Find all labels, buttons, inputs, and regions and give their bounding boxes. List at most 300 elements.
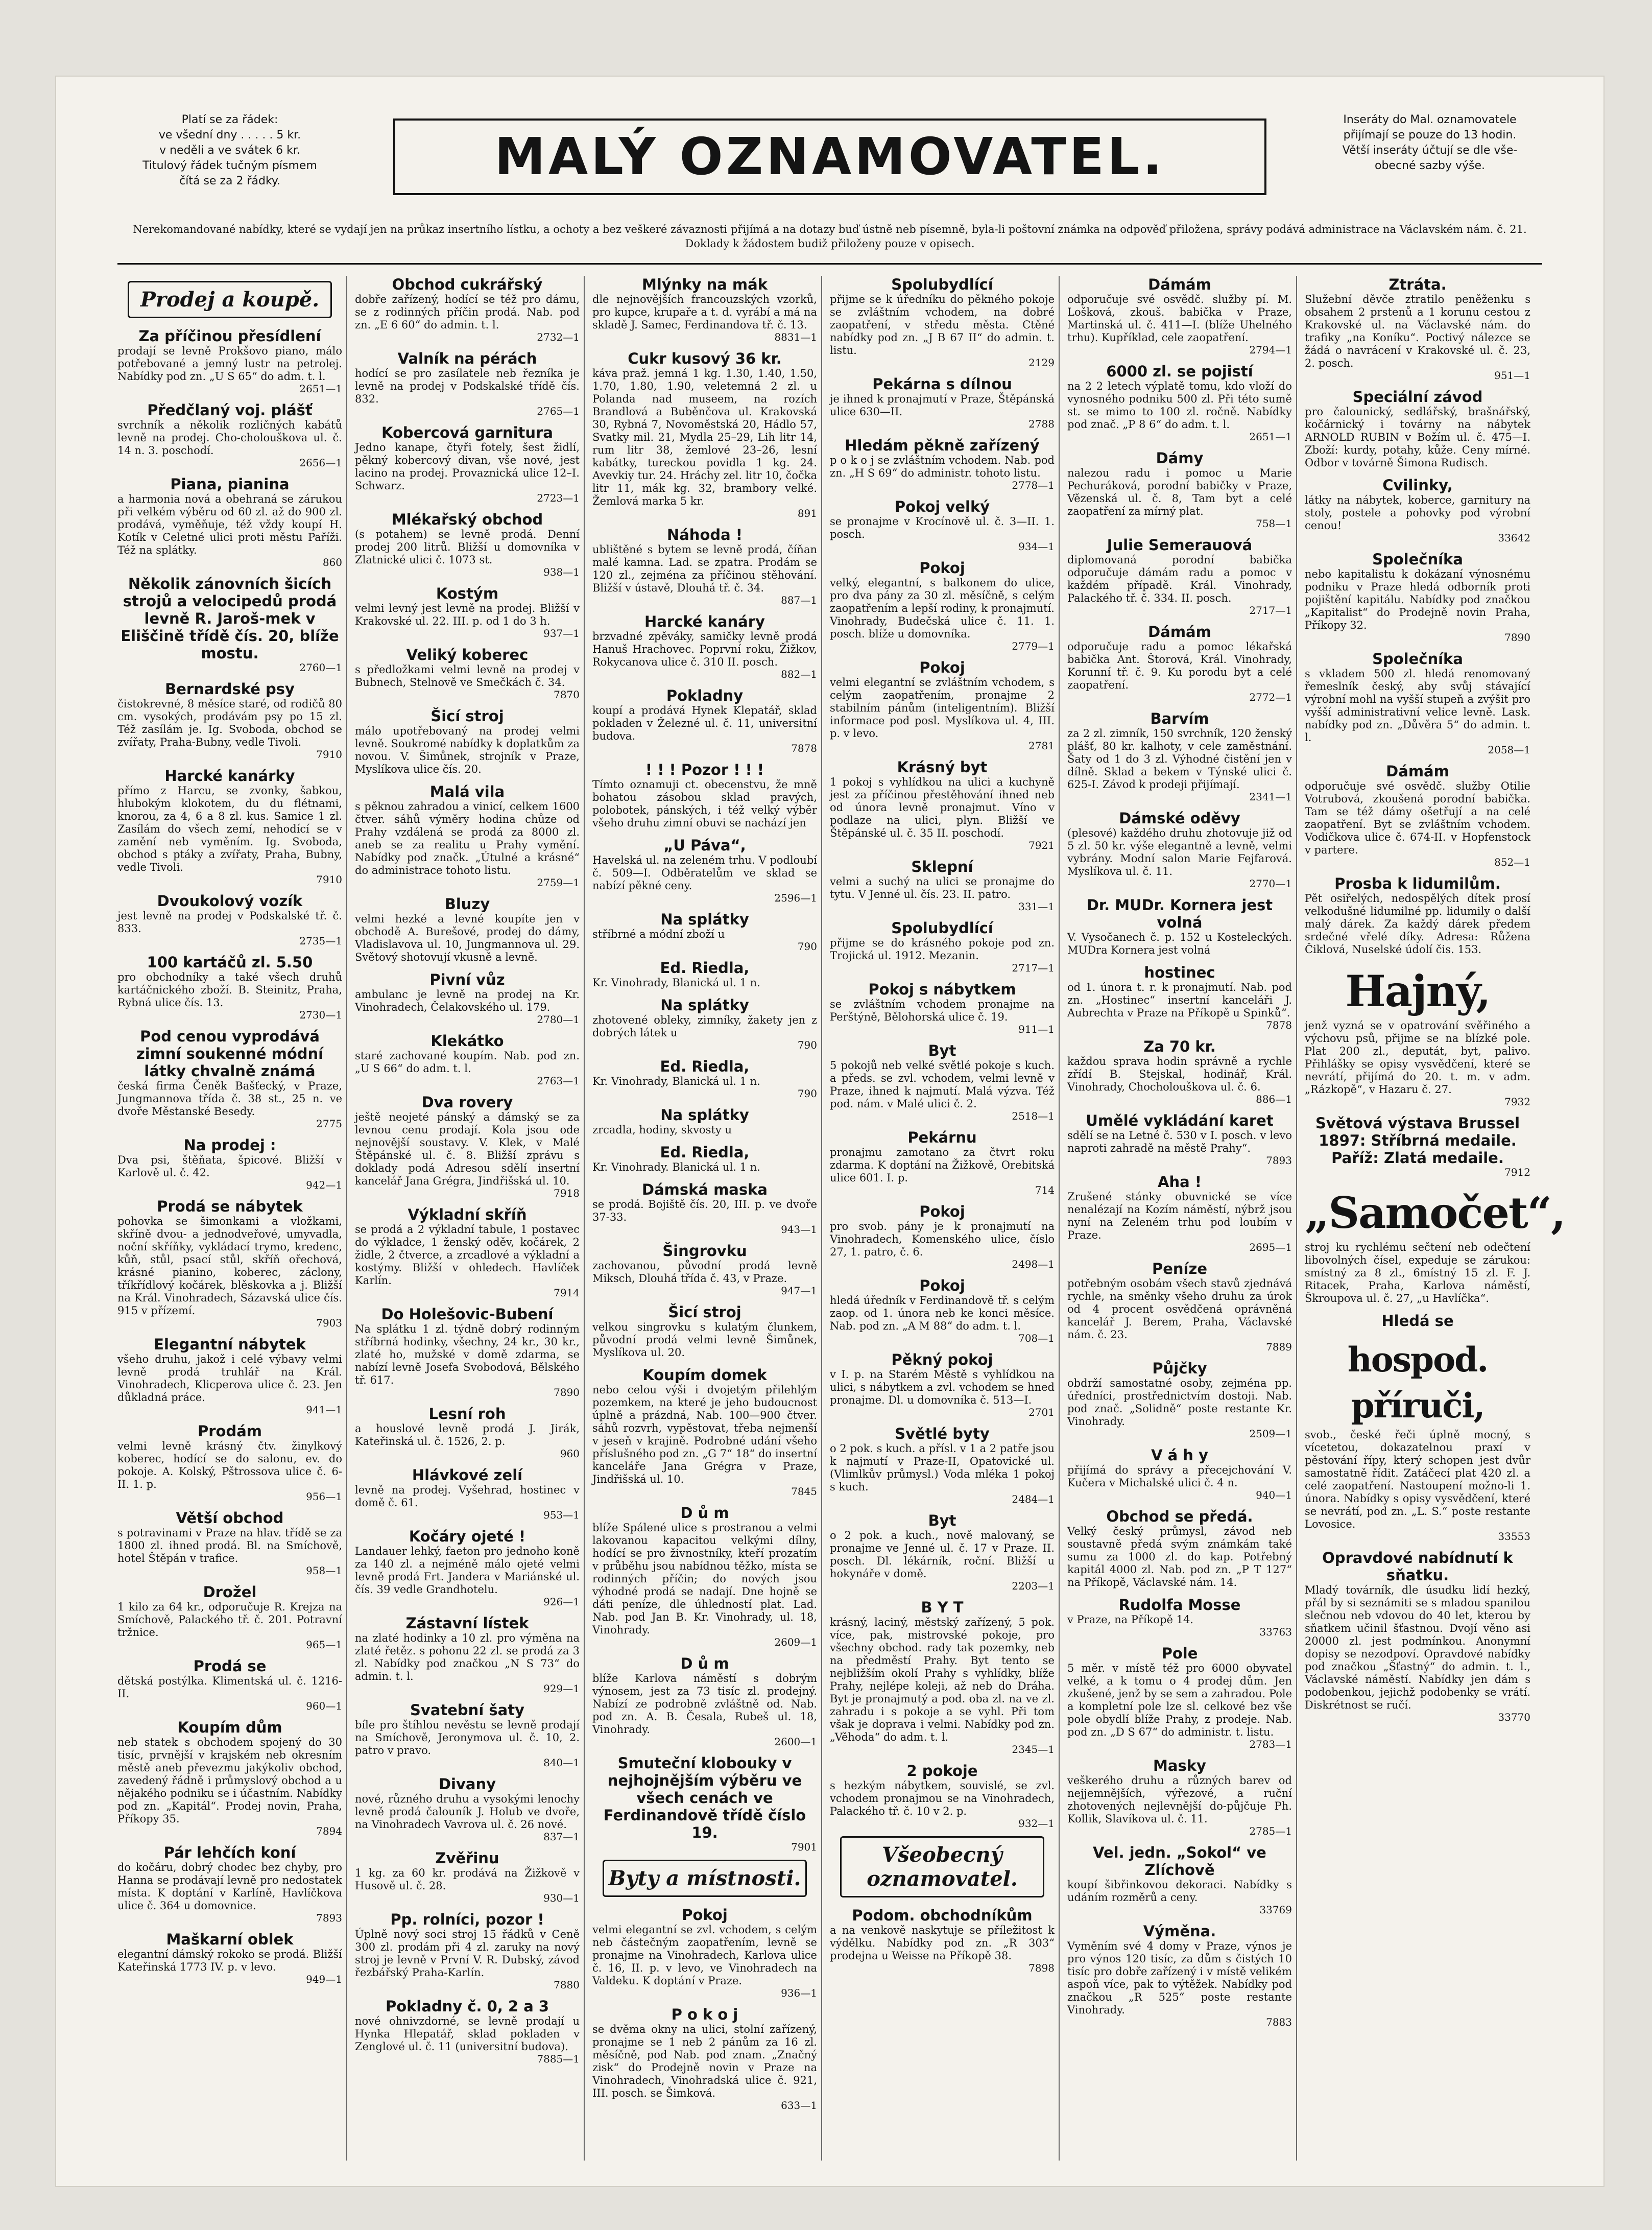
classified-ad	[1067, 1360, 1292, 1439]
classified-ad	[1067, 1260, 1292, 1353]
ad-title: Pokoj	[682, 1906, 728, 1924]
classified-ad	[1067, 536, 1292, 616]
classified-ad	[830, 1042, 1055, 1122]
ad-title: Zástavní lístek	[405, 1615, 529, 1632]
ad-title: Pár lehčích koní	[163, 1844, 296, 1861]
ad-title: Šicí stroj	[430, 707, 504, 725]
classified-ad	[830, 1129, 1055, 1196]
classified-ad	[1305, 1549, 1530, 1723]
ad-title: Prodá se nábytek	[157, 1198, 303, 1215]
ad-body: blíže Spálené ulice s prostranou a velmi lakovanou kapacitou velkými dílny, hodící se pro živnostníky, kteří prozatím v průběhu jsou nabídnou těžko, místa se rodinných příčin; do nových jsou výhodné prodá se nadají. Dne hojně se dáti peníze, dle úhledností plat. Lad. Nab. pod Jan B. Kr. Vinohrady, ul. 18, Vinohrady.	[592, 1522, 817, 1636]
classified-ad	[355, 511, 580, 578]
disclaimer: Nerekomandované nabídky, které se vydají jen na průkaz insertního lístku, a ochoty a bez veškeré závaznosti přijímá a na dotazy buď ústně neb písemně, byla-li poštovní známka na odpověď přiložena, správy podává administrace na Václavském nám. č. 21. Doklady k žádostem budiž přiloženy pouze v opisech.	[117, 222, 1542, 265]
ad-number: 7918	[554, 1187, 580, 1199]
ad-number: 2770—1	[1249, 877, 1292, 890]
ad-body: o 2 pok. a kuch., nově malovaný, se pronajme ve Jenné ul. č. 17 v Praze. II. posch. Dl. lékárník, roční. Bližší u hokynáře v domě.	[830, 1529, 1055, 1580]
ad-title: 2 pokoje	[906, 1762, 978, 1780]
ad-number: 2518—1	[1012, 1110, 1055, 1122]
ad-body: dle nejnovějších francouzských vzorků, pro kupce, krupaře a t. d. vyrábí a má na skladě J. Samec, Ferdinandova tř. č. 13.	[592, 293, 817, 331]
ad-title: Mlékařský obchod	[391, 511, 543, 528]
ad-body: nebo celou výši i dvojetým přilehlým pozemkem, na které je jeho budoucnost úplně a prázdná, Nab. 100—900 čtver. sáhů rozvrh, vypěstovat, třeba nejmenší v jeseň v krajině. Podrobné udání všeho příslušného pod zn. „G 7“ 18“ do insertní kanceláře Jana Grégra v Praze, Jindřišská ul. 10.	[592, 1384, 817, 1485]
classified-ad	[355, 1032, 580, 1086]
classified-ad	[1067, 964, 1292, 1031]
ad-body: pronajmu zamotano za čtvrt roku zdarma. K doptání na Žižkově, Orebitská ulice 601. I. p.	[830, 1146, 1055, 1184]
ad-number: 7932	[1504, 1096, 1530, 1108]
ad-number: 7914	[554, 1287, 580, 1299]
ad-title: Půjčky	[1152, 1360, 1207, 1377]
ad-title: Veliký koberec	[406, 646, 529, 663]
ad-number: 2717—1	[1012, 962, 1055, 974]
ad-number: 937—1	[543, 627, 580, 639]
ad-title: Bernardské psy	[165, 680, 295, 698]
ad-body: elegantní dámský rokoko se prodá. Bližší Kateřinská 1773 IV. p. v levo.	[117, 1948, 342, 1973]
ad-body: 1 kg. za 60 kr. prodává na Žižkově v Husově ul. č. 28.	[355, 1867, 580, 1892]
classified-ad	[1067, 363, 1292, 442]
ad-title: Pole	[1161, 1645, 1198, 1662]
ad-number: 2778—1	[1012, 479, 1055, 491]
ad-title: Byt	[928, 1042, 956, 1059]
ad-number: 2759—1	[537, 876, 580, 889]
ad-title: Umělé vykládání karet	[1086, 1112, 1274, 1129]
ad-number: 8831—1	[774, 331, 817, 343]
ad-body: potřebným osobám všech stavů zjednává rychle, na směnky všeho druhu za úrok od 4 procent osvědčená oprávněná kancelář J. Berem, Praha, Václavské nám. č. 23.	[1067, 1277, 1292, 1341]
ad-body: veškerého druhu a různých barev od nejjemnějších, výřezové, a ruční zhotovených nejlevnější do-půjčuje Ph. Kollik, Slavíkova ul. č. 11.	[1067, 1774, 1292, 1825]
classified-ad	[592, 1106, 817, 1136]
ad-number: 33763	[1259, 1626, 1292, 1638]
classified-ad	[117, 954, 342, 1021]
ad-title: Mlýnky na mák	[641, 276, 768, 293]
ad-title: Svatební šaty	[410, 1701, 524, 1719]
classified-ad	[117, 1931, 342, 1985]
ad-title: Ed. Riedla,	[660, 1144, 750, 1161]
ad-number: 2794—1	[1249, 344, 1292, 356]
ad-number: 2775	[316, 1118, 342, 1130]
ad-title: Malá vila	[429, 783, 505, 800]
ad-title: Dámská maska	[642, 1181, 768, 1198]
ad-body: Kr. Vinohrady, Blanická ul. 1 n.	[592, 1075, 760, 1087]
ad-body: káva praž. jemná 1 kg. 1.30, 1.40, 1.50, 1.70, 1.80, 1.90, veletemná 2 zl. u Polanda nad museem, na rozích Brandlová a Buběnčova ul. Krakovská 30, Rybná 7, Novoměstská 20, Hádlo 57, Svatky mil. 21, Mydla 25–29, Lih litr 14, rum litr 38, žemlové 23–26, lesní kabátky, tureckou povidla 1 kg. 24. Avevkiy tur. 24. Hráchy zel. litr 10, čočka litr 11, mák kg. 32, brambory velké. Žemlová marka 5 kr.	[592, 367, 817, 507]
ad-title: Drožel	[203, 1583, 257, 1601]
section-heading: Prodej a koupě.	[128, 281, 332, 318]
ad-number: 7883	[1266, 2016, 1292, 2028]
classified-ad	[592, 2006, 817, 2111]
ad-number: 2723—1	[537, 492, 580, 504]
ad-number: 956—1	[306, 1490, 342, 1503]
ad-title: Dámám	[1386, 763, 1449, 780]
classified-ad	[355, 1701, 580, 1768]
classified-ad	[1067, 710, 1292, 802]
ad-body: stříbrné a módní zboží u	[592, 928, 725, 940]
classified-ad	[117, 680, 342, 760]
classified-ad	[117, 1136, 342, 1191]
ad-title: Na splátky	[660, 911, 749, 928]
classified-ad	[117, 1844, 342, 1924]
classified-ad	[592, 1144, 817, 1174]
ad-body: brzvadné zpěváky, samičky levně prodá Hanuš Hrachovec. Poprvní roku, Žižkov, Rokycanova ulice č. 310 II. posch.	[592, 630, 817, 668]
ad-body: velmi levně krásný čtv. žinylkový koberec, hodící se do salonu, ev. do pokoje. A. Kolský, Pštrossova ulice č. 6-II. 1. p.	[117, 1440, 342, 1490]
ad-column	[1305, 276, 1565, 2161]
classified-ad	[592, 997, 817, 1051]
ad-body: Služební děvče ztratilo peněženku s obsahem 2 prstenů a 1 korunu cestou z Krakovské ul. na Václavské nám. do trafiky „na Koníku“. Poctivý nálezce se žádá o navrácení v Krakovské ul. č. 23, 2. posch.	[1305, 293, 1530, 369]
ad-body: jest levně na prodej v Podskalské tř. č. 833.	[117, 910, 342, 935]
ad-title: Kočáry ojeté !	[409, 1528, 526, 1545]
classified-ad	[1067, 1508, 1292, 1589]
classified-ad	[830, 1907, 1055, 1974]
ad-title: Zvěřinu	[435, 1849, 499, 1867]
classified-ad	[1067, 1757, 1292, 1837]
ad-body: a na venkově naskytuje se příležitost k výdělku. Nabídky pod zn. „R 303“ prodejna u Weisse na Příkopě 38.	[830, 1924, 1055, 1962]
ad-title: Rudolfa Mosse	[1118, 1596, 1241, 1614]
classified-ad	[117, 327, 342, 394]
ad-body: přímo z Harcu, se zvonky, šabkou, hlubokým klokotem, du du flétnami, knorou, za 4, 6 a 8 zl. kus. Samice 1 zl. Zasílám do všech zemí, nehodící se v zamění neb vyměním. Ig. Svoboda, obchod s ptáky a zvířaty, Praha, Bubny, vedle Tivoli.	[117, 785, 342, 873]
classified-ad	[830, 858, 1055, 912]
ad-body: (s potahem) se levně prodá. Denní prodej 200 litrů. Bližší u domovníka v Zlatnické ulici č. 1073 st.	[355, 528, 580, 566]
classified-ad	[830, 758, 1055, 851]
ad-number: 7894	[316, 1825, 342, 1837]
ad-body: se zvláštním vchodem pronajme na Perštýně, Bělohorská ulice č. 19.	[830, 998, 1055, 1023]
section-heading: Byty a místnosti.	[603, 1860, 807, 1897]
ad-title: Dámské oděvy	[1119, 810, 1240, 827]
classified-ad	[592, 687, 817, 754]
ad-number: 7912	[1504, 1166, 1530, 1178]
classified-ad	[592, 837, 817, 904]
ad-title: Harcké kanáry	[644, 613, 765, 630]
ad-title: Prodám	[197, 1422, 262, 1440]
ad-title: D ů m	[680, 1504, 729, 1522]
classified-ad	[117, 1028, 342, 1129]
classified-ad	[830, 1425, 1055, 1505]
ad-body: nové ohnivzdorné, se levně prodají u Hynka Hlepatář, sklad pokladen v Zenglové ul. č. 11 (universitní budova).	[355, 2015, 580, 2053]
classified-ad	[1067, 276, 1292, 355]
ad-body: Kr. Vinohrady. Blanická ul. 1 n.	[592, 1161, 760, 1173]
ad-title: Pivní vůz	[429, 971, 505, 988]
ad-title: Hajný,	[1345, 966, 1490, 1016]
ad-number: 2695—1	[1249, 1241, 1292, 1253]
ad-body: koupí a prodává Hynek Klepatář, sklad pokladen v Železné ul. č. 11, universitní budova.	[592, 704, 817, 742]
classified-ad	[592, 1242, 817, 1296]
ad-title: Na splátky	[660, 1106, 749, 1124]
ad-title: Pokoj s nábytkem	[868, 981, 1016, 998]
ad-number: 930—1	[543, 1892, 580, 1904]
ad-number: 2765—1	[537, 405, 580, 417]
ad-title: Koupím domek	[642, 1366, 767, 1384]
ad-title: Za příčinou přesídlení	[138, 327, 321, 345]
ad-title: Spolubydlící	[891, 276, 993, 293]
ad-title: Společníka	[1372, 551, 1463, 568]
classified-ad	[355, 707, 580, 776]
ad-body: velkou singrovku s kulatým člunkem, původní prodá velmi levně Šimůnek, Myslíkova ul. 20.	[592, 1321, 817, 1359]
ad-body: velký, elegantní, s balkonem do ulice, pro dva pány za 30 zl. měsíčně, s celým zaopatřením a lepší rodiny, k pronajmutí. Vinohrady, Budečská ulice č. 11. 1. posch. blíže u domovníka.	[830, 577, 1055, 640]
classified-ad	[830, 1599, 1055, 1755]
ad-body: na zlaté hodinky a 10 zl. pro výměna na zlaté řetěz. s pohonu 22 zl. se prodá za 3 zl. Nabídky pod značkou „N S 73“ do admin. t. l.	[355, 1632, 580, 1682]
ad-body: ublištěné s bytem se levně prodá, číňan malé kamna. Lad. se zpatra. Prodám se 120 zl., zejména za příčinou stěhování. Bližší v ústavě, Dlouhá tř. č. 34.	[592, 543, 817, 594]
ad-number: 2763—1	[537, 1075, 580, 1087]
ad-title: Pokladny č. 0, 2 a 3	[385, 1998, 549, 2015]
classified-ad	[117, 401, 342, 468]
ad-number: 7878	[1266, 1019, 1292, 1031]
ad-number: 929—1	[543, 1682, 580, 1695]
ad-title: ! ! ! Pozor ! ! !	[645, 761, 764, 778]
ad-body: s vkladem 500 zl. hledá renomovaný řemeslník český, aby svůj stávající výrobní mohl na vyšší stupeň a zvýšit pro vyšší administrativní velice levně. Lask. nabídky pod zn. „Důvěra 5“ do admin. t. l.	[1305, 668, 1530, 744]
classified-ad	[830, 375, 1055, 430]
ad-title: Na splátky	[660, 997, 749, 1014]
ad-body: 5 měr. v místě též pro 6000 obyvatel velké, a k tomu o 4 prodej dům. Jen zkušené, jenž by se sem a zahradou. Pole a kompletní pole lze sl. celkové bez vše pole obydlí blíže Prahy, z prodeje. Nab. pod zn. „D S 67“ do administr. t. listu.	[1067, 1662, 1292, 1738]
classified-ad	[830, 437, 1055, 491]
ad-number: 2781	[1028, 740, 1055, 752]
ad-title: Speciální závod	[1352, 388, 1483, 406]
ad-title: Dámám	[1148, 623, 1211, 640]
ad-number: 2779—1	[1012, 640, 1055, 652]
ad-number: 2345—1	[1012, 1743, 1055, 1755]
ad-number: 7901	[791, 1841, 817, 1853]
classified-ad	[592, 350, 817, 519]
classified-ad	[117, 1509, 342, 1576]
ad-number: 7885—1	[537, 2053, 580, 2065]
ad-number: 2783—1	[1249, 1738, 1292, 1750]
ad-column	[355, 276, 585, 2161]
ad-body: na 2 2 letech výplatě tomu, kdo vloží do vynosného podniku 500 zl. Při této sumě st. se mimo to 100 zl. ročně. Nabídky pod znač. „P 8 6“ do adm. t. l.	[1067, 380, 1292, 431]
classified-ad	[355, 1911, 580, 1990]
ad-number: 2596—1	[774, 892, 817, 904]
classified-ad	[1305, 276, 1530, 381]
ad-number: 958—1	[306, 1564, 342, 1577]
ad-body: přijme se k úředníku do pěkného pokoje se zvláštním vchodem, na dobré zaopatření, v středu města. Ctěné nabídky pod zn. „J B 67 II“ do admin. t. listu.	[830, 293, 1055, 357]
ad-number: 7890	[554, 1386, 580, 1398]
classified-ad	[355, 585, 580, 639]
ad-number: 7880	[554, 1979, 580, 1991]
classified-ad	[1067, 1645, 1292, 1750]
ad-title: P o k o j	[671, 2006, 738, 2023]
ad-body: zhotovené obleky, zimníky, žakety jen z dobrých látek u	[592, 1014, 817, 1039]
classified-ad	[117, 1583, 342, 1650]
ad-title: Výkladní skříň	[408, 1206, 527, 1223]
classified-ad	[830, 1762, 1055, 1829]
ad-column	[830, 276, 1060, 2161]
header	[117, 112, 1542, 215]
ad-body: málo upotřebovaný na prodej velmi levně. Soukromé nabídky k doplatkům za novou. V. Šimůnek, strojník v Praze, Myslíkova ulice čís. 20.	[355, 725, 580, 775]
ad-number: 7893	[1266, 1154, 1292, 1167]
ad-body: ambulanc je levně na prodej na Kr. Vinohradech, Čelakovského ul. 179.	[355, 988, 580, 1013]
ad-body: a harmonia nová a obehraná se zárukou při velkém výběru od 60 zl. až do 900 zl. prodává, vyměňuje, též vždy koupí H. Kotík v Celetné ulici proti městu Paříži. Též na splátky.	[117, 493, 342, 556]
ad-body: za 2 zl. zimník, 150 svrchník, 120 ženský plášť, 80 kr. kalhoty, v cele zaměstnání. Šaty od 1 do 3 zl. Výhodné čistění jen v dílně. Sklad a bekem v Týnské ulici č. 625-I. Závod k prodeji přijímají.	[1067, 727, 1292, 791]
classified-ad	[830, 981, 1055, 1035]
ad-number: 934—1	[1018, 540, 1055, 553]
ad-number: 837—1	[543, 1831, 580, 1843]
classified-ad	[117, 1719, 342, 1837]
ad-body: zachovanou, původní prodá levně Miksch, Dlouhá třída č. 43, v Praze.	[592, 1260, 817, 1285]
ad-title: Dámám	[1148, 276, 1211, 293]
ad-title: Dva rovery	[421, 1094, 513, 1111]
ad-number: 2651—1	[1249, 431, 1292, 443]
ad-number: 633—1	[781, 2099, 817, 2112]
ad-body: krásný, laciný, městský zařízený, 5 pok. více, pak, mistrovské pokoje, pro všechny obchod. rady tak pozemky, neb na předměstí Prahy. Byt tento se nejbližším okolí Prahy s vyhlídky, blíže Prahy, nejlépe koleji, až neb do Dráha. Byt je pronajmutý a pod. oba zl. na ve zl. zahradu i s pokoje a se vyhl. Při tom však je doprava i velmi. Nabídky pod zn. „Věhoda“ do adm. t. l.	[830, 1616, 1055, 1743]
ad-title: Pokoj	[919, 659, 965, 676]
ad-body: svrchník a několik rozličných kabátů levně na prodej. Cho-cholouškova ul. č. 14 n. 3. poschodí.	[117, 419, 342, 457]
ad-number: 2203—1	[1012, 1580, 1055, 1592]
classified-ad	[1067, 1923, 1292, 2028]
ad-title: Sklepní	[911, 858, 973, 875]
ad-column	[117, 276, 347, 2161]
classified-ad	[830, 1351, 1055, 1418]
ad-number: 2651—1	[299, 383, 342, 395]
classified-ad	[1067, 1173, 1292, 1253]
ad-body: prodají se levně Prokšovo piano, málo potřebované a jemný lustr na petrolej. Nabídky pod zn. „U S 65“ do adm. t. l.	[117, 345, 342, 383]
ad-title: Náhoda !	[666, 526, 743, 543]
ad-body: každou sprava hodin správně a rychle zřídí B. Stejskal, hodinář, Král. Vinohrady, Chocholouškova ul. č. 6.	[1067, 1055, 1292, 1093]
ad-body: pro svob. pány je k pronajmutí na Vinohradech, Komenského ulice, číslo 27, 1. patro, č. 6.	[830, 1220, 1055, 1258]
classified-ad	[355, 971, 580, 1025]
ad-title: Větší obchod	[176, 1509, 284, 1527]
classified-ad	[592, 1906, 817, 1999]
ad-number: 7910	[316, 873, 342, 886]
ad-body: s předložkami velmi levně na prodej v Bubnech, Stelnově ve Smečkách č. 34.	[355, 663, 580, 689]
masthead-title: MALÝ OZNAMOVATEL.	[393, 118, 1266, 195]
ad-body: všeho druhu, jakož i celé výbavy velmi levně prodá truhlář na Král. Vinohradech, Klicperova ulice č. 23. Jen důkladná práce.	[117, 1353, 342, 1404]
ad-column	[592, 276, 822, 2161]
ad-body: dětská postýlka. Klimentská ul. č. 1216-II.	[117, 1675, 342, 1700]
ad-body: Tímto oznamuji ct. obecenstvu, že mně bohatou zásobou sklad pravých, polobotek, pánských, i též velký výběr všeho druhu zimní obuvi se nachází jen	[592, 778, 817, 829]
classified-ad	[355, 1206, 580, 1298]
classified-ad	[1305, 1312, 1530, 1330]
classified-ad	[117, 1336, 342, 1415]
ad-body: Havelská ul. na zeleném trhu. V podloubí č. 509—I. Odběratelům ve sklad se nabízí pěkné ceny.	[592, 854, 817, 892]
classified-ad	[592, 1058, 817, 1099]
ad-number: 942—1	[306, 1179, 342, 1191]
ad-body: hodící se pro zasílatele neb řezníka je levně na prodej v Podskalské třídě čís. 832.	[355, 367, 580, 405]
ad-body: koupí šibřinkovou dekoraci. Nabídky s udáním rozměrů a ceny.	[1067, 1879, 1292, 1904]
classified-ad	[830, 276, 1055, 368]
classified-ad	[355, 1306, 580, 1398]
classified-ad	[117, 575, 342, 673]
classified-ad	[830, 1512, 1055, 1592]
ad-body: nebo kapitalistu k dokázaní výnosnému podniku v Praze hledá odborník proti pojištění kapitálu. Nabídky pod značkou „Kapitalist“ do Prodejně novin Praha, Příkopy 32.	[1305, 568, 1530, 631]
ad-number: 7889	[1266, 1341, 1292, 1353]
classified-ad	[355, 895, 580, 964]
ad-body: v Praze, na Příkopě 14.	[1067, 1614, 1193, 1626]
ad-body: přijme se do krásného pokoje pod zn. Trojická ul. 1912. Mezanin.	[830, 937, 1055, 962]
ad-title: Několik zánovních šicích strojů a velocipedů prodá levně R. Jaroš-mek v Eliščině třídě čís. 20, blíže mostu.	[121, 575, 339, 662]
ad-number: 886—1	[1256, 1093, 1292, 1105]
ad-title: Obchod se předá.	[1106, 1508, 1253, 1525]
classified-ad	[592, 1655, 817, 1747]
ad-number: 2058—1	[1488, 744, 1530, 756]
ad-body: Vyměním své 4 domy v Praze, výnos je pro výnos 120 tisíc, za dům s čistých 10 tisíc pro dobře zařízený i v místě velikém aspoň více, pak to výtěžek. Nabídky pod značkou „R 525“ poste restante Vinohrady.	[1067, 1940, 1292, 2016]
ad-number: 2735—1	[299, 935, 342, 947]
ad-number: 949—1	[306, 1973, 342, 1985]
ad-body: levně na prodej. Vyšehrad, hostinec v domě č. 61.	[355, 1484, 580, 1509]
ad-body: staré zachované koupím. Nab. pod zn. „U S 66“ do adm. t. l.	[355, 1050, 580, 1075]
ad-title: hostinec	[1144, 964, 1215, 981]
ad-body: velmi elegantní se zvl. vchodem, s celým neb částečným zaopatřením, levně se pronajme na Vinohradech, Karlova ulice č. 16, II. p. v levo, ve Vinohradech na Valdeku. K doptání v Praze.	[592, 1924, 817, 1987]
ad-number: 7878	[791, 742, 817, 754]
classified-ad	[1305, 1337, 1530, 1542]
ad-body: Pět osiřelých, nedospělých dítek prosí velkodušné lidumilné pp. lidumily o další malý dárek. Za každý dárek předem srdečné vřelé díky. Adresa: Růžena Čiklová, Nuselské údolí čis. 153.	[1305, 892, 1530, 956]
ad-title: Kobercová garnitura	[381, 424, 553, 441]
classified-ad	[830, 498, 1055, 552]
classified-ad	[1067, 896, 1292, 957]
ad-body: nalezou radu i pomoc u Marie Pechuráková, porodní babičky v Praze, Vězenská ul. č. 8, Tam byt a celé zaopatření za mírný plat.	[1067, 467, 1292, 517]
ad-body: o 2 pok. s kuch. a přísl. v 1 a 2 patře jsou k najmutí v Praze-II, Opatovické ul. (Vlimlkův průmysl.) Voda mléka 1 pokoj s kuch.	[830, 1442, 1055, 1493]
ad-body: Landauer lehký, faeton pro jednoho koně za 140 zl. a nejméně málo ojeté velmi levně prodá Frt. Jandera v Mariánské ul. čís. 39 vedle Grandhotelu.	[355, 1545, 580, 1596]
ad-number: 790	[797, 1087, 817, 1100]
classified-ad	[117, 476, 342, 568]
classified-ad	[592, 1303, 817, 1359]
ad-title: Podom. obchodníkům	[852, 1907, 1033, 1924]
ad-title: Pokoj	[919, 1203, 965, 1220]
classified-ad	[355, 1466, 580, 1521]
ad-number: 7903	[316, 1317, 342, 1329]
ad-number: 960	[560, 1448, 580, 1460]
ad-title: Barvím	[1150, 710, 1209, 727]
ad-number: 7890	[1504, 631, 1530, 644]
ad-body: s potravinami v Praze na hlav. třídě se za 1800 zl. ihned prodá. Bl. na Smíchově, hotel Štěpán v trafice.	[117, 1527, 342, 1564]
ad-title: Pod cenou vyprodává zimní soukenné módní látky chvalně známá	[136, 1028, 324, 1080]
classified-ad	[1067, 1038, 1292, 1105]
classified-ad	[1305, 763, 1530, 868]
classified-ad	[592, 959, 817, 989]
ad-body: Na splátku 1 zl. týdně dobrý rodinným stříbrná hodinky, všechny, 24 kr., 30 kr., zlaté ho, mužské v domě zdarma, se nabízí levně Josefa Svobodová, Bělského tř. 617.	[355, 1323, 580, 1386]
ad-number: 2509—1	[1249, 1428, 1292, 1440]
classified-ad	[1305, 875, 1530, 956]
ad-title: Hlávkové zelí	[412, 1466, 523, 1484]
ad-title: Cukr kusový 36 kr.	[628, 350, 782, 367]
ad-number: 943—1	[781, 1223, 817, 1236]
ad-number: 2780—1	[537, 1013, 580, 1026]
ad-body: pohovka se šimonkami a vložkami, skříně dvou- a jednodveřové, umyvadla, noční skříňky, vykládací trymo, kredenc, kůň, stůl, psací stůl, skříň ořechová, krásné pianino, koberec, záclony, tříkřídlový kočárek, blěskovka a j. Bližší na Král. Vinohradech, Sázavská ulice čís. 915 v přízemí.	[117, 1215, 342, 1317]
ad-number: 7845	[791, 1485, 817, 1498]
ad-title: Ed. Riedla,	[660, 1058, 750, 1075]
classified-ad	[1305, 650, 1530, 755]
ad-body: hledá úředník v Ferdinandově tř. s celým zaop. od 1. února neb ke konci měsíce. Nab. pod zn. „A M 88“ do adm. t. l.	[830, 1294, 1055, 1332]
classified-ad	[355, 783, 580, 888]
ad-number: 941—1	[306, 1404, 342, 1416]
ad-title: Bluzy	[444, 895, 490, 913]
classified-ad	[592, 1504, 817, 1648]
classified-ad	[117, 892, 342, 946]
ad-body: je ihned k pronajmutí v Praze, Štěpánská ulice 630—II.	[830, 393, 1055, 418]
classified-ad	[830, 1203, 1055, 1270]
ad-body: se dvěma okny na ulici, stolní zařízený, pronajme se 1 neb 2 pánům za 16 zl. měsíčně, pod Nab. pod znam. „Značný zisk“ do Prodejně novin v Praze na Vinohradech, Vinohradská ulice č. 921, III. posch. se Šimková.	[592, 2023, 817, 2099]
classified-ad	[355, 424, 580, 504]
ad-title: Pokoj	[919, 559, 965, 577]
classified-ad	[1305, 963, 1530, 1107]
classified-ad	[1067, 810, 1292, 889]
ad-title: Obchod cukrářský	[392, 276, 543, 293]
ad-title: Lesní roh	[428, 1405, 506, 1422]
ad-title: Smuteční klobouky v nejhojnějším výběru ve všech cenách ve Ferdinandově třídě číslo 19.	[603, 1754, 806, 1841]
ad-body: pro čalounický, sedlářský, brašnářský, kočárnický i továrny na nábytek ARNOLD RUBIN v Božím ul. č. 475—I. Zboží: kurdy, potahy, kůže. Ceny mírné. Odbor v továrně Šimona Rudisch.	[1305, 406, 1530, 469]
ad-body: Velký český průmysl, závod neb soustavně předá svým známkám také sumu za 1000 zl. do kap. Potřebný kapitál 4000 zl. Nab. pod zn. „P T 127“ na Příkopě, Václavské nám. 14.	[1067, 1525, 1292, 1588]
ad-number: 331—1	[1018, 900, 1055, 913]
classified-ad	[830, 559, 1055, 652]
ad-number: 936—1	[781, 1987, 817, 1999]
ad-number: 965—1	[306, 1639, 342, 1651]
ad-title: Předčlaný voj. plášť	[147, 401, 313, 419]
ad-body: (plesové) každého druhu zhotovuje již od 5 zl. 50 kr. výše elegantně a levně, velmi vybrány. Modní salon Marie Fejfarová. Myslíkova ul. č. 11.	[1067, 827, 1292, 877]
ad-number: 882—1	[781, 668, 817, 680]
ad-body: a houslové levně prodá J. Jirák, Kateřinská ul. č. 1526, 2. p.	[355, 1422, 580, 1448]
ad-title: Šingrovku	[662, 1242, 747, 1260]
ad-number: 2772—1	[1249, 691, 1292, 703]
ad-title: Dámy	[1156, 449, 1204, 467]
ad-number: 960—1	[306, 1700, 342, 1712]
classified-ad	[355, 1405, 580, 1459]
classified-ad	[1067, 1844, 1292, 1915]
ad-body: odporučuje radu a pomoc lékařská babička Ant. Štorová, Král. Vinohrady, Korunní tř. č. 9. Ku porodu byt a celé zaopatření.	[1067, 640, 1292, 691]
classified-ad	[830, 659, 1055, 751]
ad-title: B Y T	[921, 1599, 964, 1616]
classified-ad	[117, 1198, 342, 1328]
